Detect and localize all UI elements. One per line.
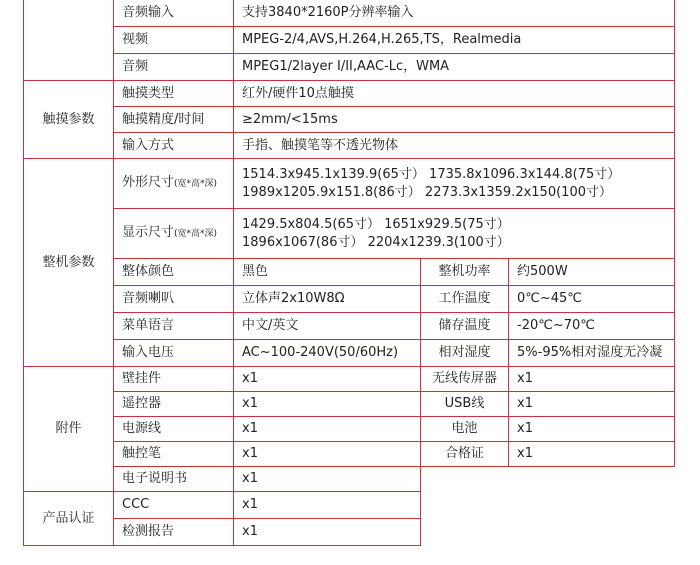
row-label: 电源线 (114, 417, 234, 442)
display-line-2: 1896x1067(86寸） 2204x1239.3(100寸） (242, 234, 510, 250)
row-value: 黑色 (234, 259, 421, 286)
row-label: 无线传屏器 (421, 367, 509, 392)
row-label: 合格证 (421, 442, 509, 467)
row-label: 视频 (114, 27, 234, 54)
spec-table (23, 0, 675, 546)
row-label: 相对湿度 (421, 340, 509, 367)
row-value: 红外/硬件10点触摸 (234, 81, 675, 107)
row-label: 音频 (114, 54, 234, 81)
row-value: x1 (234, 492, 421, 519)
table-row (24, 392, 675, 417)
table-row (24, 209, 675, 259)
row-label: 输入方式 (114, 133, 234, 159)
row-value: 约500W (509, 259, 675, 286)
row-label: 电池 (421, 417, 509, 442)
row-value: -20℃~70℃ (509, 313, 675, 340)
row-value: 立体声2x10W8Ω (234, 286, 421, 313)
row-value (234, 159, 675, 209)
row-label: CCC (114, 492, 234, 519)
row-value: x1 (234, 367, 421, 392)
section-cell-top (24, 0, 114, 81)
display-unit: (宽*高*深) (174, 229, 218, 239)
table-row (24, 417, 675, 442)
row-value: x1 (234, 442, 421, 467)
row-label: 音频喇叭 (114, 286, 234, 313)
row-label: 触控笔 (114, 442, 234, 467)
row-value: 支持3840*2160P分辨率输入 (234, 0, 675, 27)
row-label: 储存温度 (421, 313, 509, 340)
row-label: 壁挂件 (114, 367, 234, 392)
size-unit: (宽*高*深) (174, 179, 218, 189)
row-value: MPEG1/2layer I/II,AAC-Lc，WMA (234, 54, 675, 81)
table-row (24, 259, 675, 286)
section-accessories: 附件 (24, 367, 114, 492)
row-label: 触摸类型 (114, 81, 234, 107)
row-label: 整体颜色 (114, 259, 234, 286)
row-value: x1 (509, 367, 675, 392)
row-label: USB线 (421, 392, 509, 417)
row-value: x1 (234, 467, 421, 492)
blank-area (421, 467, 675, 546)
row-label (114, 209, 234, 259)
row-value: 手指、触摸笔等不透光物体 (234, 133, 675, 159)
row-value: MPEG-2/4,AVS,H.264,H.265,TS，Realmedia (234, 27, 675, 54)
table-row (24, 0, 675, 27)
table-row (24, 442, 675, 467)
row-label: 音频输入 (114, 0, 234, 27)
row-label (114, 159, 234, 209)
row-label: 菜单语言 (114, 313, 234, 340)
row-value: 中文/英文 (234, 313, 421, 340)
table-row (24, 367, 675, 392)
display-line-1: 1429.5x804.5(65寸） 1651x929.5(75寸） (242, 216, 510, 232)
section-touch: 触摸参数 (24, 81, 114, 159)
row-value: 5%-95%相对湿度无冷凝 (509, 340, 675, 367)
row-value: ≥2mm/<15ms (234, 107, 675, 133)
table-row (24, 159, 675, 209)
table-row (24, 27, 675, 54)
row-label: 电子说明书 (114, 467, 234, 492)
row-value: x1 (509, 417, 675, 442)
row-label: 整机功率 (421, 259, 509, 286)
row-value: 0℃~45℃ (509, 286, 675, 313)
table-row (24, 81, 675, 107)
row-value: x1 (509, 442, 675, 467)
row-label: 检测报告 (114, 519, 234, 546)
row-value: x1 (234, 519, 421, 546)
row-value: x1 (509, 392, 675, 417)
table-row (24, 54, 675, 81)
row-label: 输入电压 (114, 340, 234, 367)
row-label: 工作温度 (421, 286, 509, 313)
row-value: x1 (234, 417, 421, 442)
row-label: 遥控器 (114, 392, 234, 417)
section-machine: 整机参数 (24, 159, 114, 367)
table-row (24, 313, 675, 340)
table-row (24, 107, 675, 133)
size-line-1: 1514.3x945.1x139.9(65寸） 1735.8x1096.3x144.8(75寸） (242, 166, 621, 182)
display-label: 显示尺寸 (122, 225, 175, 240)
table-row (24, 286, 675, 313)
size-line-2: 1989x1205.9x151.8(86寸） 2273.3x1359.2x150(100寸） (242, 184, 612, 200)
row-value (234, 209, 675, 259)
size-label: 外形尺寸 (122, 175, 175, 190)
row-value: x1 (234, 392, 421, 417)
section-certification: 产品认证 (24, 492, 114, 546)
table-row (24, 133, 675, 159)
row-value: AC~100-240V(50/60Hz) (234, 340, 421, 367)
table-row (24, 340, 675, 367)
row-label: 触摸精度/时间 (114, 107, 234, 133)
table-row (24, 467, 675, 492)
